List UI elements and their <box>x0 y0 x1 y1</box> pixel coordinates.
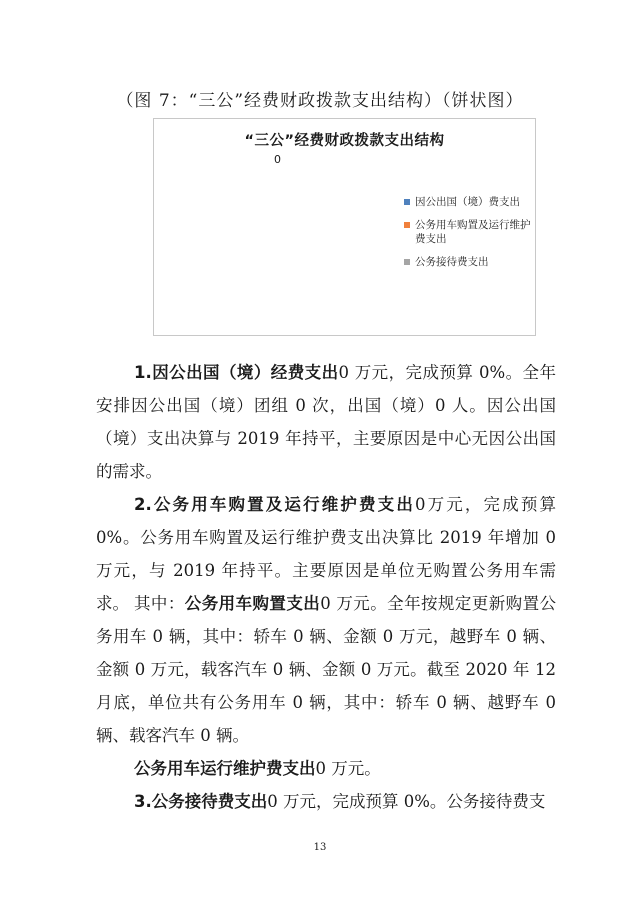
paragraph-vehicle-text: 0万元，完成预算 0%。公务用车购置及运行维护费支出决算比 2019 年增加 0 万元，与 2019 年持平。主要原因是单位无购置公务用车需求。 <box>96 495 557 613</box>
paragraph-vehicle-purchase-prefix: 其中： <box>134 594 185 613</box>
page-number: 13 <box>313 842 327 853</box>
legend-swatch-travel <box>404 199 410 205</box>
paragraph-vehicle-maintenance <box>96 752 556 785</box>
legend-item-travel <box>404 195 532 209</box>
legend-swatch-reception <box>404 259 410 265</box>
legend-label-reception: 公务接待费支出 <box>415 256 489 268</box>
legend-label-travel: 因公出国（境）费支出 <box>415 196 520 208</box>
chart-legend <box>404 195 532 278</box>
paragraph-vehicle-purchase-text: 0 万元。全年按规定更新购置公务用车 0 辆，其中：轿车 0 辆、金额 0 万元，越野车 0 辆、金额 0 万元，载客汽车 0 辆、金额 0 万元。截至 2020 年 12 月底，单位共有公务用车 0 辆，其中：轿车 0 辆、越野车 0 辆、载客汽车 0 辆。 <box>96 594 556 745</box>
paragraph-reception <box>96 785 556 818</box>
paragraph-vehicle-maintenance-text: 0 万元。 <box>315 759 381 778</box>
paragraph-travel-heading: 1.因公出国（境）经费支出 <box>134 363 339 382</box>
paragraph-travel-text: 0 万元，完成预算 0%。全年安排因公出国（境）团组 0 次，出国（境）0 人。因公出国（境）支出决算与 2019 年持平，主要原因是中心无因公出国的需求。 <box>96 363 556 481</box>
pie-data-label: 0 <box>274 153 281 166</box>
figure-caption: （图 7：“三公”经费财政拨款支出结构）（饼状图） <box>116 91 524 111</box>
paragraph-vehicle-purchase <box>96 587 556 752</box>
chart-title: “三公”经费财政拨款支出结构 <box>244 133 445 149</box>
paragraph-vehicle-maintenance-heading: 公务用车运行维护费支出 <box>134 759 316 778</box>
paragraph-reception-text: 0 万元，完成预算 0%。公务接待费支 <box>267 792 546 811</box>
pie-chart <box>153 118 536 336</box>
paragraph-reception-heading: 3.公务接待费支出 <box>134 792 268 811</box>
legend-item-vehicle <box>404 218 532 246</box>
legend-swatch-vehicle <box>404 222 410 228</box>
legend-item-reception <box>404 255 532 269</box>
paragraph-travel <box>96 356 556 488</box>
paragraph-vehicle-heading: 2.公务用车购置及运行维护费支出 <box>134 495 415 514</box>
paragraph-vehicle-purchase-heading: 公务用车购置支出 <box>184 594 321 613</box>
legend-label-vehicle: 公务用车购置及运行维护费支出 <box>415 219 531 245</box>
